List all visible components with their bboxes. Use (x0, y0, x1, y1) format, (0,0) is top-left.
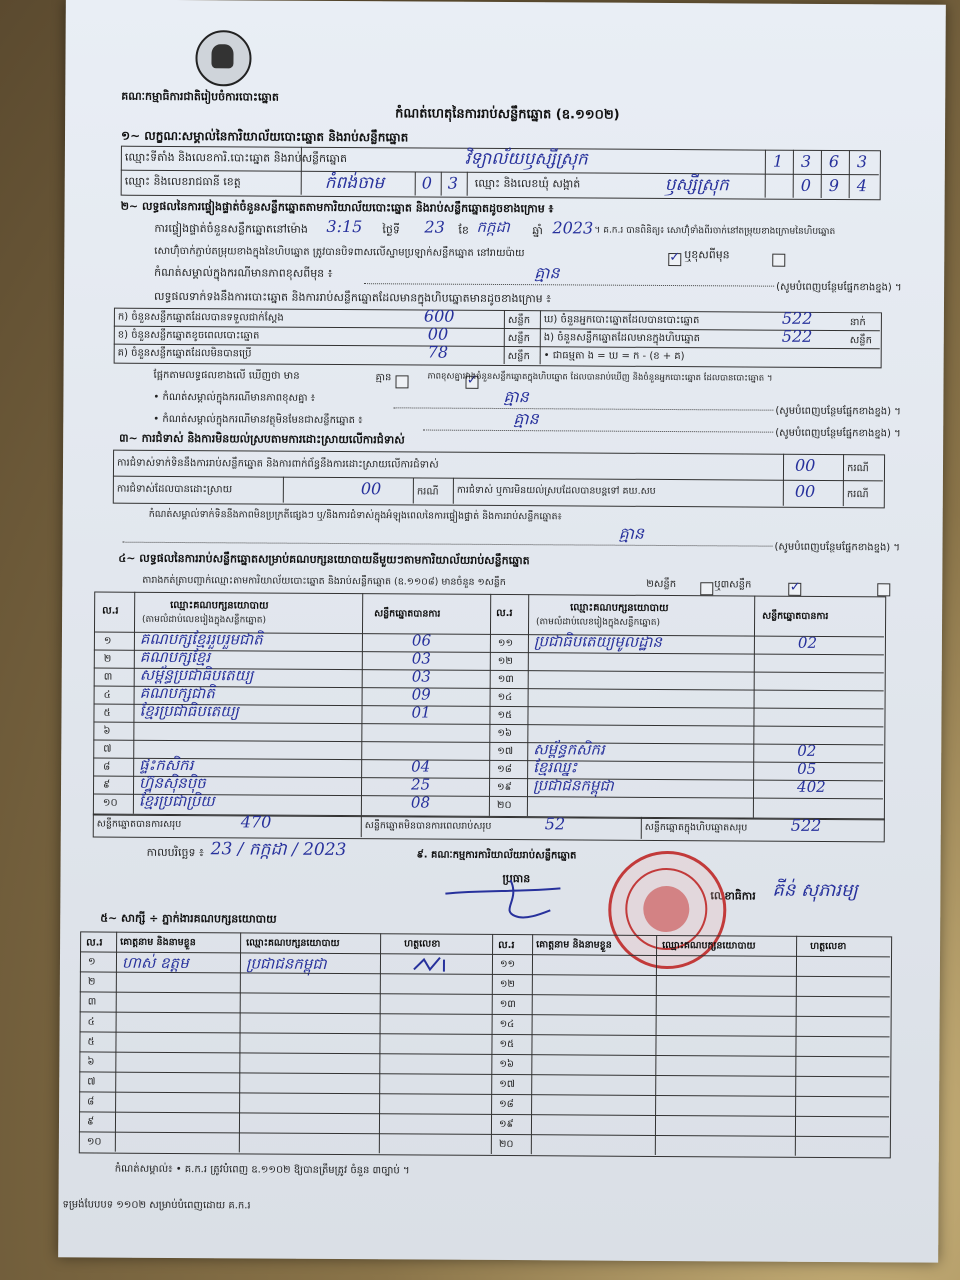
row-voters-unit: នាក់ (849, 317, 866, 329)
table-row-votes: 09 (411, 685, 431, 704)
chair-signature (440, 870, 600, 931)
col-votes-right: សន្លឹកឆ្នោតបានការ (762, 610, 829, 622)
sheets-2-label: ២សន្លឹក (646, 578, 677, 591)
row-voters-value: 522 (781, 308, 813, 328)
row-voters-label: ឃ) ចំនួនអ្នកបោះឆ្នោតដែលបានបោះឆ្នោត (543, 314, 700, 327)
complaint-resolved-unit: ករណី (416, 486, 439, 498)
table-row-no: ១២ (497, 655, 513, 668)
table-row-no: ១៧ (497, 745, 514, 758)
note-diff-value: គ្មាន (503, 387, 529, 407)
emblem-icon (195, 30, 251, 86)
verify-line-a: ការផ្ទៀងផ្ទាត់ចំនួនសន្លឹកឆ្នោតនៅម៉ោង (154, 221, 308, 236)
committee-label: ៩. គណៈកម្មការការិយាល័យរាប់សន្លឹកឆ្នោត (416, 849, 577, 862)
col-party-sub-right: (តាមលំដាប់លេខរៀងក្នុងសន្លឹកឆ្នោត) (536, 617, 661, 628)
section3-title: ៣~ ការជំទាស់ និងការមិនយល់ស្របតាមការដោះស្រាយលើការជំទាស់ (119, 431, 405, 447)
differ-note-value: គ្មាន (534, 263, 560, 283)
witness-row-no: ១៩ (498, 1118, 514, 1131)
province-digit-1: 0 (421, 173, 432, 193)
table-row-party: គណបក្សខ្មែររួបរួមជាតិ (139, 629, 263, 649)
table-row-no: ៧ (103, 743, 112, 755)
place-digit-2: 3 (800, 151, 812, 171)
commune-digit-3: 4 (856, 176, 867, 196)
witness-row-no: ១៦ (499, 1058, 515, 1071)
row-received-label: ក) ចំនួនសន្លឹកឆ្នោតដែលបានទទួលជាក់ស្តែង (117, 311, 284, 324)
table-row-party: គណបក្សជាតិ (139, 683, 215, 703)
witness-col-sign-left: ហត្ថលេខា (404, 938, 441, 950)
compare-line: ផ្អែកតាមលទ្ធផលខាងលើ ឃើញថា មាន (153, 369, 300, 382)
seal-differ-checkbox[interactable] (772, 254, 785, 267)
col-party-left: ឈ្មោះគណបក្សនយោបាយ (170, 599, 269, 612)
row-inbox-label: ង) ចំនួនសន្លឹកឆ្នោតដែលមានក្នុងហិបឆ្នោត (543, 332, 701, 345)
section5-title: ៥~ សាក្សី ÷ ភ្នាក់ងារគណបក្សនយោបាយ (100, 911, 277, 926)
witness-row-no: ១ (87, 956, 96, 968)
witness-col-sign-right: ហត្ថលេខា (810, 940, 847, 953)
sheets-3-label: ឬ៣សន្លឹក (714, 579, 752, 591)
differ-note-label: កំណត់សម្គាល់ក្នុងករណីមានភាពខុសពីមុន ៖ (154, 265, 333, 280)
table-row-party: ខ្មែរឈ្នះ (533, 758, 578, 777)
table-row-no: ៣ (103, 671, 113, 683)
complaint-forwarded-label: ការជំទាស់ ឬការមិនយល់ស្របដែលបានបន្តទៅ គឃ.សប (456, 484, 656, 497)
row-spoiled-unit: សន្លឹក (507, 333, 531, 345)
complaint-row1-unit: ករណី (846, 463, 869, 475)
table-row-no: ៦ (103, 725, 111, 737)
place-digit-3: 6 (828, 151, 840, 172)
results-intro: លទ្ធផលទាក់ទងនឹងការបោះឆ្នោត និងការរាប់សន្លឹកឆ្នោតដែលមានក្នុងហិបឆ្នោតមានដូចខាងក្រោម ៖ (153, 289, 552, 306)
place-value: វិទ្យាល័យឫស្សីស្រុក (464, 148, 588, 170)
witness-col-party-right: ឈ្មោះគណបក្សនយោបាយ (662, 939, 756, 952)
col-no-right: ល.រ (496, 607, 513, 620)
witness-1-name: ហាស់ ឧត្តម (121, 953, 189, 973)
compare-opt1: គ្មាន (375, 372, 392, 384)
table-row-votes: 03 (411, 667, 431, 686)
province-value: កំពង់ចាម (324, 172, 385, 194)
total-valid-label: សន្លឹកឆ្នោតបានការសរុប (96, 818, 182, 831)
row-unused-value: 78 (427, 342, 449, 362)
table-row-party: ហ្វ៊ុនស៊ិនប៉ិច (139, 773, 206, 793)
table-row-votes: 05 (797, 759, 817, 778)
table-row-no: ៩ (103, 779, 111, 791)
table-row-no: ៥ (103, 707, 111, 719)
witness-1-signature (410, 953, 470, 975)
form-code: ទម្រង់បែបបទ ១១០២ សម្រាប់បំពេញដោយ គ.ក.រ (62, 1199, 251, 1212)
witness-row-no: ១០ (86, 1136, 102, 1148)
commune-label: ឈ្មោះ និងលេខឃុំ សង្កាត់ (474, 176, 581, 191)
commune-digit-1: 0 (800, 175, 811, 195)
note-diff-label: • កំណត់សម្គាល់ក្នុងករណីមានភាពខុសគ្នា ៖ (153, 391, 316, 404)
place-digit-1: 1 (772, 151, 784, 171)
witness-row-no: ១៨ (499, 1098, 514, 1111)
complaint-resolved-label: ការជំទាស់ដែលបានដោះស្រាយ (116, 483, 233, 496)
table-row-no: ១៣ (497, 673, 514, 686)
table-row-votes: 02 (797, 741, 817, 760)
complaint-forwarded-value: 00 (794, 481, 816, 501)
total-invalid-label: សន្លឹកឆ្នោតមិនបានការពេលរាប់សរុប (364, 820, 492, 832)
col-party-right: ឈ្មោះគណបក្សនយោបាយ (570, 602, 669, 615)
witness-row-no: ៨ (87, 1096, 95, 1108)
footer-note: កំណត់សម្គាល់៖ • គ.ក.រ ត្រូវបំពេញ ឧ.១១០២ ឱ្យបានត្រឹមត្រូវ ចំនួន ៣ច្បាប់ ។ (114, 1163, 410, 1177)
table-row-party: ផ្ទះកសិករ (139, 755, 194, 775)
complaint-forwarded-unit: ករណី (846, 489, 869, 501)
table-row-no: ៨ (103, 761, 111, 773)
row-inbox-unit: សន្លឹក (849, 335, 873, 347)
section4-intro: តារាងកត់ត្រាបញ្ជាក់ឈ្មោះតាមការិយាល័យបោះឆ្នោត និងរាប់សន្លឹកឆ្នោត (ឧ.១១០៨) មានចំនួន ១សន្លឹក (142, 574, 506, 589)
col-party-sub-left: (តាមលំដាប់លេខរៀងក្នុងសន្លឹកឆ្នោត) (142, 614, 267, 626)
witness-row-no: ៩ (86, 1116, 95, 1128)
table-row-no: ១០ (102, 797, 118, 809)
witness-row-no: ១៣ (499, 998, 516, 1011)
witness-col-no-right: ល.រ (498, 939, 515, 952)
sheets-3-checkbox[interactable] (877, 583, 890, 596)
row-inbox-value: 522 (781, 326, 813, 346)
total-invalid-value: 52 (544, 814, 566, 834)
note-object-value: គ្មាន (513, 409, 539, 429)
secretary-label: លេខាធិការ (710, 889, 756, 903)
table-row-party: សម្ព័ន្ធកសិករ (533, 740, 605, 759)
row-spoiled-label: ខ) ចំនួនសន្លឹកឆ្នោតខូចពេលបោះឆ្នោត (117, 329, 260, 342)
irregularity-value: គ្មាន (618, 523, 645, 543)
sheets-2-checkbox[interactable] (789, 583, 802, 596)
seal-line: សោហ៊ុំចាក់ភ្ជាប់តម្រុយខាងក្នុងនៃហិបឆ្នោត ត្រូវបានបិទពាសលើស្នាមប្រឡាក់សន្លឹកឆ្នោត នៅរាយប៉ាយ (154, 245, 525, 260)
witness-row-no: ១២ (499, 978, 516, 991)
note-diff-hint: (សូមបំពេញបន្ថែមផ្នែកខាងខ្នង) ។ (775, 405, 901, 418)
complaint-resolved-value: 00 (360, 479, 382, 499)
row-formula: • ជាធម្មតា ង = ឃ = ក - (ខ + គ) (543, 350, 685, 363)
commune-value: ឫស្សីស្រុក (664, 174, 729, 196)
witness-row-no: ២០ (498, 1138, 514, 1151)
election-form-sheet (58, 0, 946, 1263)
commune-digit-2: 9 (828, 175, 839, 196)
witness-1-party: ប្រជាជនកម្ពុជា (245, 954, 327, 973)
witness-row-no: ៥ (87, 1036, 95, 1048)
table-row-party: ប្រជាធិបតេយ្យមូលដ្ឋាន (533, 632, 662, 651)
total-box-label: សន្លឹកឆ្នោតក្នុងហិបឆ្នោតសរុប (644, 821, 748, 834)
place-digit-4: 3 (856, 152, 868, 172)
col-votes-left: សន្លឹកឆ្នោតបានការ (374, 608, 441, 620)
row-unused-label: គ) ចំនួនសន្លឹកឆ្នោតដែលមិនបានប្រើ (117, 347, 252, 360)
section1-title: ១~ លក្ខណៈសម្គាល់នៃការិយាល័យបោះឆ្នោត និងរាប់សន្លឹកឆ្នោត (120, 128, 409, 145)
table-row-votes: 06 (411, 631, 432, 650)
verify-line-c: ខែ (458, 223, 469, 237)
witness-col-party-left: ឈ្មោះគណបក្សនយោបាយ (246, 937, 340, 950)
row-spoiled-value: 00 (427, 324, 449, 344)
table-row-no: ១៩ (497, 781, 512, 794)
verify-year: 2023 (552, 218, 594, 238)
witness-row-no: ១៥ (499, 1038, 515, 1051)
table-row-no: ៤ (103, 689, 111, 701)
province-digit-2: 3 (447, 173, 458, 193)
total-box-value: 522 (790, 815, 822, 835)
compare-opt2: ភាពខុសគ្នារវាងចំនួនសន្លឹកឆ្នោតក្នុងហិបឆ្នោត ដែលបានរាប់ឃើញ និងចំនួនអ្នកបោះឆ្នោត ដែលបានបោះឆ្នោត ។ (427, 371, 773, 384)
witness-row-no: ៤ (87, 1016, 95, 1028)
org-line: គណៈកម្មាធិការជាតិរៀបចំការបោះឆ្នោត (121, 89, 279, 104)
table-row-party: ប្រជាជនកម្ពុជា (533, 776, 614, 795)
table-row-votes: 08 (410, 793, 431, 812)
witness-row-no: ១៤ (499, 1018, 515, 1031)
table-row-no: ២ (103, 653, 112, 665)
complaint-row1-label: ការជំទាស់ទាក់ទិននឹងការរាប់សន្លឹកឆ្នោត និងការពាក់ព័ន្ធនឹងការដោះស្រាយលើការជំទាស់ (116, 457, 439, 471)
verify-month: កក្កដា (476, 217, 510, 237)
witness-row-no: ២ (87, 976, 96, 988)
witness-row-no: ១១ (499, 958, 516, 971)
total-valid-value: 470 (240, 812, 272, 832)
sheets-1-checkbox[interactable] (701, 582, 714, 595)
witness-row-no: ៧ (87, 1076, 96, 1088)
verify-line-e: ។ គ.ក.រ បានពិនិត្យ៖ សោហ៊ុំទាំងពីរចាក់នៅតម្រុយខាងក្រោមនៃហិបឆ្នោត (594, 225, 836, 238)
irregularity-note: កំណត់សម្គាល់ទាក់ទិននឹងភាពមិនប្រក្រតីផ្សេងៗ ឬ/និងការជំទាស់ក្នុងអំឡុងពេលនៃការផ្ទៀងផ្ទាត់ និងការរាប់សន្លឹកឆ្នោត៖ (148, 508, 562, 523)
place-label: ឈ្មោះទីតាំង និងលេខការិ.បោះឆ្នោត និងរាប់សន្លឹកឆ្នោត (124, 150, 348, 166)
section4-title: ៤~ លទ្ធផលនៃការរាប់សន្លឹកឆ្នោតសម្រាប់គណបក្សនយោបាយនីមួយៗតាមការិយាល័យរាប់សន្លឹកឆ្នោត (118, 551, 530, 568)
table-row-votes: 402 (796, 777, 826, 796)
witness-col-no-left: ល.រ (86, 937, 103, 949)
secretary-signature: គីន់ សុភារម្យ (772, 879, 858, 902)
witness-row-no: ១៧ (499, 1078, 516, 1091)
note-object-label: • កំណត់សម្គាល់ក្នុងករណីមានវត្ថុមិនមែនជាសន្លឹកឆ្នោត ៖ (153, 413, 363, 427)
table-row-no: ១១ (497, 637, 514, 650)
verify-day: 23 (424, 217, 445, 237)
table-row-no: ១៦ (497, 727, 513, 740)
seal-ok-checkbox[interactable] (668, 253, 681, 266)
note-object-hint: (សូមបំពេញបន្ថែមផ្នែកខាងខ្នង) ។ (775, 427, 901, 440)
province-label: ឈ្មោះ និងលេខរាជធានី ខេត្ត (124, 174, 241, 189)
chair-label: ប្រធាន (502, 872, 531, 886)
complaint-row1-value: 00 (794, 455, 816, 475)
table-row-votes: 02 (797, 633, 818, 652)
row-received-value: 600 (423, 306, 455, 326)
verify-time: 3:15 (326, 216, 363, 237)
form-title: កំណត់ហេតុនៃការរាប់សន្លឹកឆ្នោត (ឧ.១១០២) (395, 106, 620, 123)
table-row-votes: 25 (411, 775, 431, 794)
col-no-left: ល.រ (102, 605, 119, 617)
witness-table (79, 931, 892, 1158)
table-row-party: ខ្មែរប្រជាប្រិយ (138, 791, 215, 811)
table-row-no: ២០ (496, 799, 512, 812)
witness-col-name-right: គោត្តនាម និងនាមខ្លួន (536, 939, 612, 951)
table-row-no: ១ (103, 635, 112, 647)
date-label: កាលបរិច្ឆេទ ៖ (146, 845, 204, 860)
section2-title: ២~ លទ្ធផលនៃការផ្ទៀងផ្ទាត់ចំនួនសន្លឹកឆ្នោតតាមការិយាល័យបោះឆ្នោត និងរាប់សន្លឹកឆ្នោតដូចខាងក្រោម ៖ (120, 199, 554, 216)
row-unused-unit: សន្លឹក (507, 351, 530, 363)
witness-col-name-left: គោត្តនាម និងនាមខ្លួន (120, 936, 196, 949)
table-row-party: គណបក្សខ្មែរ (139, 647, 211, 667)
compare-yes-checkbox[interactable] (396, 375, 409, 388)
table-row-party: សម្ព័ន្ធប្រជាធិបតេយ្យ (139, 665, 254, 685)
irregularity-hint: (សូមបំពេញបន្ថែមផ្នែកខាងខ្នង) ។ (774, 541, 901, 554)
witness-row-no: ៦ (87, 1056, 95, 1068)
table-row-votes: 04 (411, 757, 431, 776)
table-row-no: ១៨ (497, 763, 512, 776)
row-received-unit: សន្លឹក (507, 315, 531, 327)
verify-line-b: ថ្ងៃទី (382, 223, 400, 237)
table-row-no: ១៥ (497, 709, 513, 722)
table-row-no: ១៤ (497, 691, 513, 704)
date-value: 23 / កក្កដា / 2023 (210, 839, 347, 861)
table-row-party: ខ្មែរប្រជាធិបតេយ្យ (139, 701, 239, 721)
differ-note-hint: (សូមបំពេញបន្ថែមផ្នែកខាងខ្នង) ។ (776, 281, 902, 294)
table-row-votes: 01 (411, 703, 431, 722)
verify-line-d: ឆ្នាំ (532, 224, 543, 238)
witness-row-no: ៣ (87, 996, 97, 1008)
table-row-votes: 03 (411, 649, 431, 668)
seal-differ-label: ឬខុសពីមុន (684, 248, 730, 262)
